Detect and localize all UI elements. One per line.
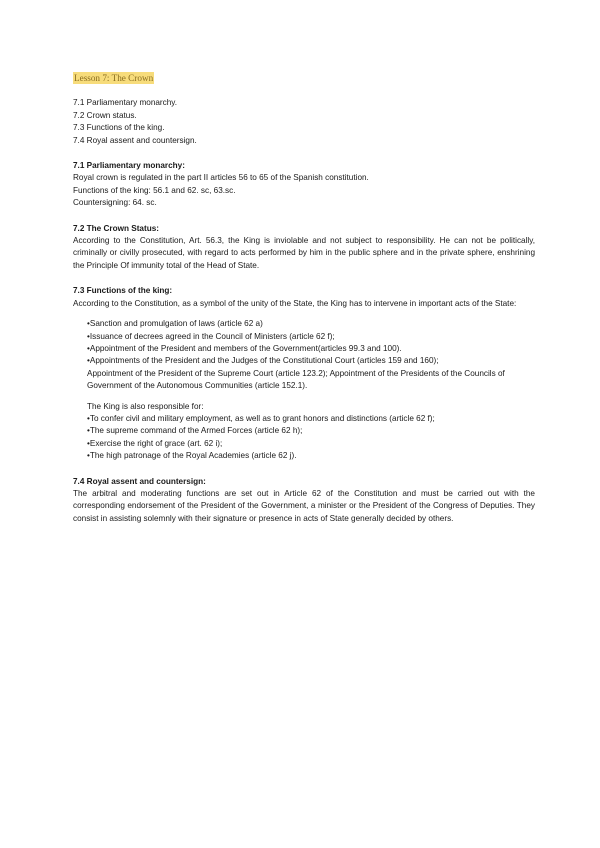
table-of-contents [73, 97, 535, 147]
list-item: •The supreme command of the Armed Forces (article 62 h); [87, 426, 303, 436]
functions-list [87, 318, 535, 392]
paragraph-line: Royal crown is regulated in the part II articles 56 to 65 of the Spanish constitution. [73, 173, 369, 183]
toc-item: 7.4 Royal assent and countersign. [73, 135, 197, 145]
list-item: •To confer civil and military employment, as well as to grant honors and distinctions (article 62 f); [87, 413, 435, 423]
toc-item: 7.2 Crown status. [73, 110, 137, 120]
section-heading: 7.1 Parliamentary monarchy: [73, 161, 185, 171]
list-item: •Exercise the right of grace (art. 62 i); [87, 438, 223, 448]
paragraph: The arbitral and moderating functions are set out in Article 62 of the Constitution and must be carried out with the corresponding endorsement of the President of the Government, a minister or the President of the Congress of Deputies. They consist in assisting solemnly with their signature or presence in acts of State generally decided by others. [73, 488, 535, 523]
document-content [73, 72, 535, 525]
toc-item: 7.3 Functions of the king. [73, 123, 165, 133]
section-royal-assent [73, 476, 535, 526]
section-functions-of-king [73, 285, 535, 462]
section-heading: 7.3 Functions of the king: [73, 286, 173, 296]
list-item: •Issuance of decrees agreed in the Council of Ministers (article 62 f); [87, 331, 335, 341]
section-heading: 7.2 The Crown Status: [73, 223, 159, 233]
also-responsible-list [87, 413, 535, 463]
also-responsible-intro: The King is also responsible for: [87, 401, 204, 411]
list-item: •Appointments of the President and the Judges of the Constitutional Court (articles 159 and 160); [87, 356, 439, 366]
toc-item: 7.1 Parliamentary monarchy. [73, 98, 178, 108]
list-item-continuation: Appointment of the President of the Supreme Court (article 123.2); Appointment of the Presidents of the Councils of Government of the Autonomous Communities (article 152.1). [87, 368, 505, 391]
section-heading: 7.4 Royal assent and countersign: [73, 476, 206, 486]
paragraph: According to the Constitution, as a symbol of the unity of the State, the King has to intervene in important acts of the State: [73, 298, 517, 308]
section-parliamentary-monarchy [73, 160, 535, 210]
paragraph-line: Functions of the king: 56.1 and 62. sc, 63.sc. [73, 185, 236, 195]
list-item: •Appointment of the President and members of the Government(articles 99.3 and 100). [87, 343, 402, 353]
paragraph-line: Countersigning: 64. sc. [73, 198, 157, 208]
section-crown-status [73, 223, 535, 273]
paragraph: According to the Constitution, Art. 56.3, the King is inviolable and not subject to responsibility. He can not be politically, criminally or civilly prosecuted, with regard to acts performed by him in the public sphere and in the private sphere, enshrining the Principle Of immunity total of the Head of State. [73, 236, 535, 270]
lesson-title: Lesson 7: The Crown [74, 73, 154, 83]
list-item: •The high patronage of the Royal Academies (article 62 j). [87, 451, 297, 461]
list-item: •Sanction and promulgation of laws (article 62 a) [87, 319, 263, 329]
